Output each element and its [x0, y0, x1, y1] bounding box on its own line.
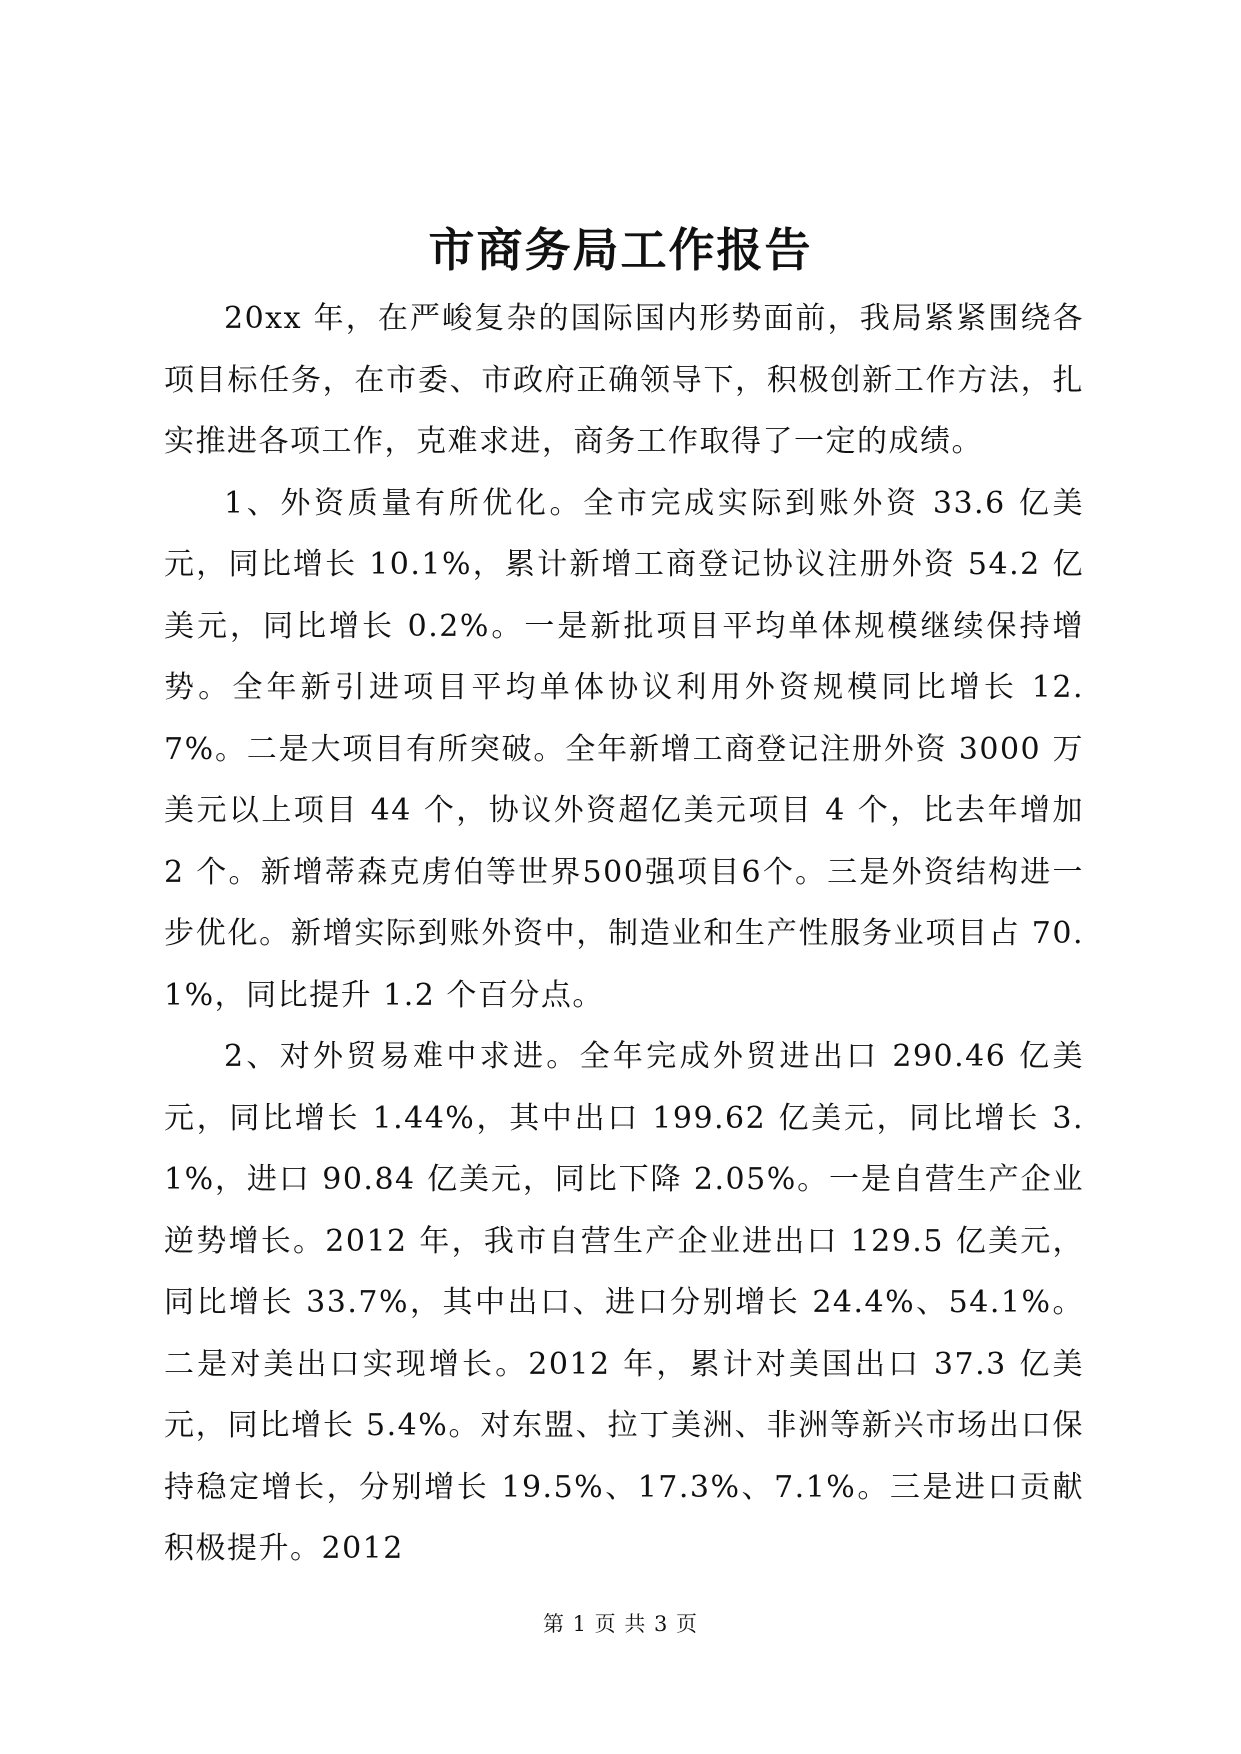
paragraph-foreign-trade: 2、对外贸易难中求进。全年完成外贸进出口 290.46 亿美元，同比增长 1.44%，其中出口 199.62 亿美元，同比增长 3.1%，进口 90.84 亿美元，同比下降 2.05%。一是自营生产企业逆势增长。2012 年，我市自营生产企业进出口 129.5 亿美元，同比增长 33.7%，其中出口、进口分别增长 24.4%、54.1%。二是对美出口实现增长。2012 年，累计对美国出口 37.3 亿美元，同比增长 5.4%。对东盟、拉丁美洲、非洲等新兴市场出口保持稳定增长，分别增长 19.5%、17.3%、7.1%。三是进口贡献积极提升。2012	[164, 1039, 1084, 1566]
document-title: 市商务局工作报告	[428, 223, 813, 277]
document-body	[164, 288, 1084, 1580]
paragraph-intro: 20xx 年，在严峻复杂的国际国内形势面前，我局紧紧围绕各项目标任务，在市委、市政府正确领导下，积极创新工作方法，扎实推进各项工作，克难求进，商务工作取得了一定的成绩。	[164, 301, 1084, 459]
page-number-footer: 第 1 页 共 3 页	[542, 1612, 699, 1636]
paragraph-foreign-investment: 1、外资质量有所优化。全市完成实际到账外资 33.6 亿美元，同比增长 10.1%，累计新增工商登记协议注册外资 54.2 亿美元，同比增长 0.2%。一是新批项目平均单体规模继续保持增势。全年新引进项目平均单体协议利用外资规模同比增长 12.7%。二是大项目有所突破。全年新增工商登记注册外资 3000 万美元以上项目 44 个，协议外资超亿美元项目 4 个，比去年增加 2 个。新增蒂森克虏伯等世界500强项目6个。三是外资结构进一步优化。新增实际到账外资中，制造业和生产性服务业项目占 70.1%，同比提升 1.2 个百分点。	[164, 485, 1084, 1013]
